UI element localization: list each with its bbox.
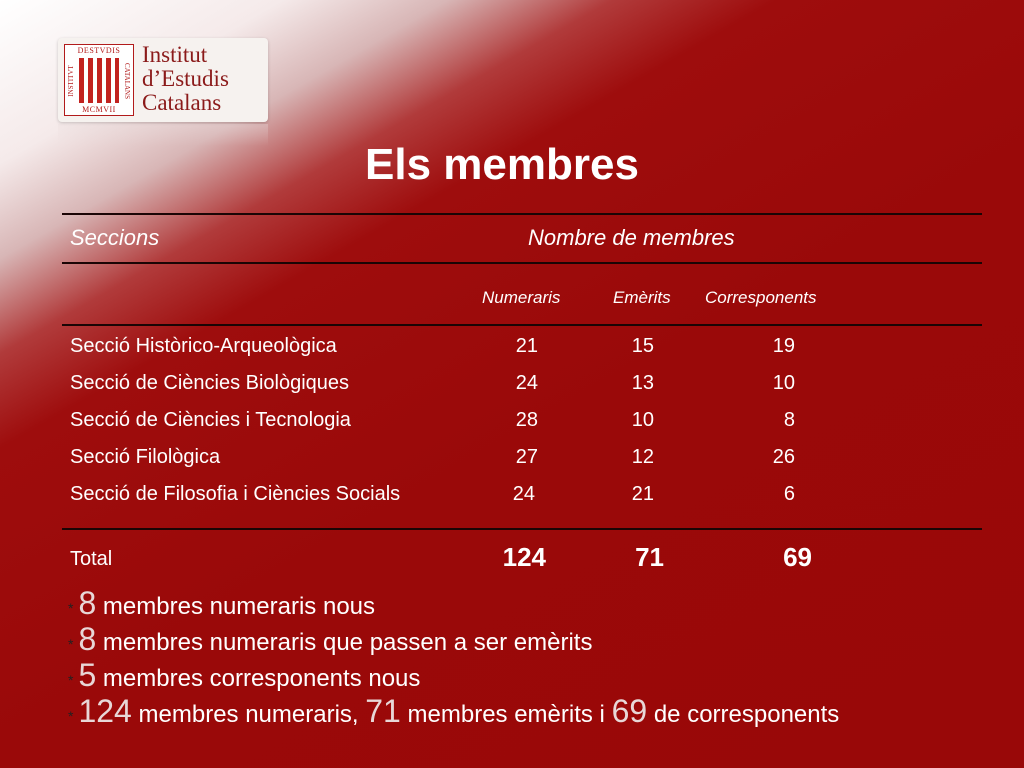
row-emerits: 12 xyxy=(631,446,654,468)
seal-left-text: INSTITVT xyxy=(67,65,75,97)
row-numeraris: 21 xyxy=(515,335,538,357)
row-numeraris: 27 xyxy=(515,446,538,468)
table-bottom-rule xyxy=(62,528,982,530)
row-name: Secció de Filosofia i Ciències Socials xyxy=(70,483,401,505)
table-top-rule xyxy=(62,213,982,215)
iec-logo xyxy=(58,38,268,122)
note-number: 69 xyxy=(611,693,648,729)
row-name: Secció Filològica xyxy=(70,446,221,468)
row-emerits: 13 xyxy=(631,372,654,394)
note-line xyxy=(68,585,375,622)
total-corresponents: 69 xyxy=(783,542,812,572)
row-corresponents: 6 xyxy=(783,483,795,505)
seal-bottom-text: MCMVII xyxy=(82,105,116,114)
row-emerits: 21 xyxy=(631,483,654,505)
subheader-corresponents: Corresponents xyxy=(705,288,817,307)
total-numeraris: 124 xyxy=(502,542,546,572)
logo-line-1: Institut xyxy=(142,42,208,67)
row-name: Secció de Ciències i Tecnologia xyxy=(70,409,351,431)
iec-seal xyxy=(64,44,134,116)
row-name: Secció de Ciències Biològiques xyxy=(70,372,350,394)
total-emerits: 71 xyxy=(635,542,664,572)
logo-line-2: d’Estudis xyxy=(142,66,229,91)
row-numeraris: 24 xyxy=(515,372,538,394)
row-corresponents: 10 xyxy=(772,372,795,394)
row-corresponents: 26 xyxy=(772,446,795,468)
row-emerits: 15 xyxy=(631,335,654,357)
note-number: 124 xyxy=(78,693,132,729)
seal-stripes xyxy=(79,58,119,103)
bullet: * xyxy=(68,599,74,616)
note-text: membres corresponents nous xyxy=(102,665,421,692)
bullet: * xyxy=(68,635,74,652)
note-text: de corresponents xyxy=(653,701,840,728)
bullet: * xyxy=(68,671,74,688)
row-name: Secció Històrico-Arqueològica xyxy=(70,335,337,357)
note-number: 5 xyxy=(78,657,97,693)
row-corresponents: 8 xyxy=(783,409,795,431)
row-corresponents: 19 xyxy=(772,335,795,357)
slide-title: Els membres xyxy=(365,140,639,189)
bullet: * xyxy=(68,707,74,724)
note-line xyxy=(68,693,839,730)
note-line xyxy=(68,657,420,694)
logo-wordmark xyxy=(142,43,229,115)
column-header-nombre: Nombre de membres xyxy=(528,225,735,250)
note-number: 71 xyxy=(365,693,401,729)
subheader-emerits: Emèrits xyxy=(613,288,671,307)
row-emerits: 10 xyxy=(631,409,654,431)
subheader-numeraris: Numeraris xyxy=(482,288,561,307)
logo-line-3: Catalans xyxy=(142,90,222,115)
seal-right-text: CATALANS xyxy=(123,63,131,99)
note-text: membres numeraris, xyxy=(138,701,359,728)
note-text: membres numeraris que passen a ser emèrits xyxy=(102,629,593,656)
column-header-seccions: Seccions xyxy=(70,225,160,250)
note-text: membres emèrits i xyxy=(407,701,605,728)
row-numeraris: 24 xyxy=(512,483,535,505)
seal-top-text: DESTVDIS xyxy=(77,46,121,55)
note-number: 8 xyxy=(78,621,97,657)
table-header-rule xyxy=(62,262,982,264)
total-label: Total xyxy=(70,548,113,570)
note-text: membres numeraris nous xyxy=(102,593,376,620)
table-subheader-rule xyxy=(62,324,982,326)
note-number: 8 xyxy=(78,585,97,621)
row-numeraris: 28 xyxy=(515,409,538,431)
note-line xyxy=(68,621,592,658)
